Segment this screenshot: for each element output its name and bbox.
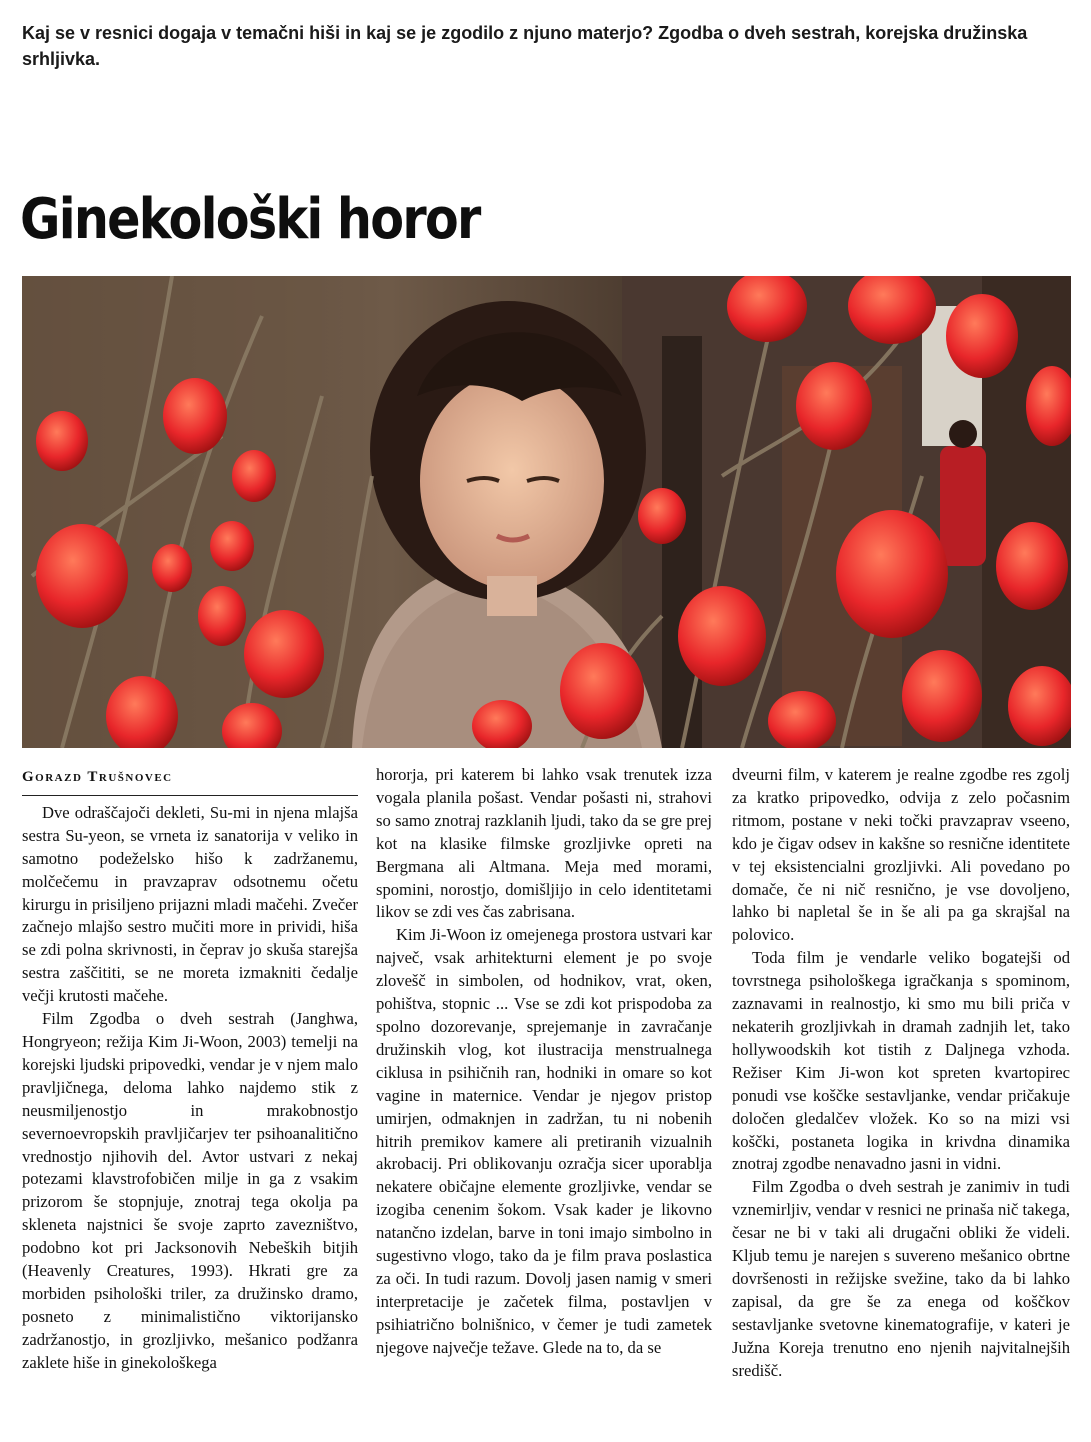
author-byline: Gorazd Trušnovec — [22, 766, 358, 796]
article-paragraph: Film Zgodba o dveh sestrah (Janghwa, Hongryeon; režija Kim Ji-Woon, 2003) temelji na korejski ljudski pripovedki, vendar je v njem malo pravljičnega, deloma lahko najdemo stik z neusmiljenostjo in mrakobnostjo severnoevropskih pravljičarjev ter psihoanalitično vrednostjo njihovih del. Avtor ustvari z nekaj potezami klavstrofobičen milje in ga z vsakim prizorom še stopnjuje, znotraj tega okolja pa skleneta najstnici še svoje zaprto zavezništvo, podobno kot pri Jacksonovih Nebeških bitjih (Heavenly Creatures, 1993). Hkrati gre za morbiden psihološki triler, za družinsko dramo, posneto z minimalistično viktorijansko zadržanostjo, in grozljivko, mešanico podžanra zaklete hiše in ginekološkega — [22, 1009, 358, 1372]
article-paragraph: Toda film je vendarle veliko bogatejši od tovrstnega psihološkega igračkanja s spominom, zaznavami in realnostjo, ki smo mu bili priča v nekaterih grozljivkah in dramah zadnjih let, tako hollywoodskih kot tistih z Daljnega vzhoda. Režiser Kim Ji-won kot spreten kvartopirec ponudi vse koščke sestavljanke, vendar pričakuje določen gledalčev vložek. Ko so na mizi vsi koščki, postaneta logika in krivdna dinamika znotraj zgodbe nenavadno jasni in vidni. — [732, 948, 1070, 1174]
film-still-photo — [22, 276, 1071, 748]
article-lead: Kaj se v resnici dogaja v temačni hiši in kaj se je zgodilo z njuno materjo? Zgodba o dveh sestrah, korejska družinska srhljivka. — [22, 23, 1028, 69]
article-column-3 — [732, 764, 1070, 1382]
article-paragraph: hororja, pri katerem bi lahko vsak trenutek izza vogala planila pošast. Vendar pošasti ni, strahovi so samo znotraj razklanih ljudi, tako da se gre prej kot na klasike filmske grozljivke opreti na Bergmana ali Altmana. Meja med morami, spomini, norostjo, domišljijo in celo identitetami likov se zdi ves čas zabrisana. — [376, 765, 712, 922]
article-body — [22, 764, 1071, 1429]
article-column-2 — [376, 764, 712, 1360]
article-paragraph: Kim Ji-Woon iz omejenega prostora ustvari kar največ, vsak arhitekturni element je po svoje zlovešč in simbolen, od hodnikov, vrat, oken, pohištva, stopnic ... Vse se zdi kot prispodoba za spolno dozorevanje, sprejemanje in zavračanje družinskih vlog, kot ilustracija menstrualnega ciklusa in psihičnih ran, hodniki in omare so kot vagine in maternice. Vendar je njegov pristop umirjen, odmaknjen in zadržan, tu ni nobenih hitrih premikov kamere ali pretiranih vizualnih akrobacij. Pri oblikovanju ozračja sicer uporablja nekatere običajne elemente grozljivke, vendar se izogiba cenenim šokom. Vsak kader je likovno natančno izdelan, barve in toni imajo simbolno in sugestivno vlogo, tako da je film prava poslastica za oči. In tudi razum. Dovolj jasen namig v smeri interpretacije je začetek filma, postavljen v psihiatrično bolnišnico, v čemer je tudi zametek njegove največje težave. Glede na to, da se — [376, 925, 712, 1357]
article-paragraph: Film Zgodba o dveh sestrah je zanimiv in tudi vznemirljiv, vendar v resnici ne prinaša nič takega, česar ne bi v taki ali drugačni obliki že videli. Kljub temu je narejen s suvereno mešanico obrtne dovršenosti in režijske svežine, tako da bi lahko zapisal, da gre še za enega od koščkov sestavljanke svetovne kinematografije, v kateri je Južna Koreja trenutno eno njenih najvitalnejših središč. — [732, 1177, 1070, 1380]
article-paragraph: dveurni film, v katerem je realne zgodbe res zgolj za kratko pripovedko, odvija z zelo počasnim ritmom, postane v neki točki pravzaprav vseeno, kdo je čigav odsev in kakšne so resnične identitete v tej eksistencialni grozljivki. Ali povedano po domače, če ni nič resnično, je vse dovoljeno, lahko bi napletal še in še ali pa ga skrajšal na polovico. — [732, 765, 1070, 945]
article-column-1 — [22, 764, 358, 1375]
article-headline: Ginekološki horor — [20, 187, 480, 252]
article-paragraph: Dve odraščajoči dekleti, Su-mi in njena mlajša sestra Su-yeon, se vrneta iz sanatorija v veliko in samotno podeželsko hišo k zadržanemu, molčečemu in pravzaprav odsotnemu očetu kirurgu in prisiljeno prijazni mladi mačehi. Zvečer začnejo mlajšo sestro mučiti more in prividi, hiša se zdi polna skrivnosti, in čeprav jo skuša starejša sestra zaščititi, se ne moreta izmakniti čedalje večji krutosti mačehe. — [22, 802, 358, 1006]
